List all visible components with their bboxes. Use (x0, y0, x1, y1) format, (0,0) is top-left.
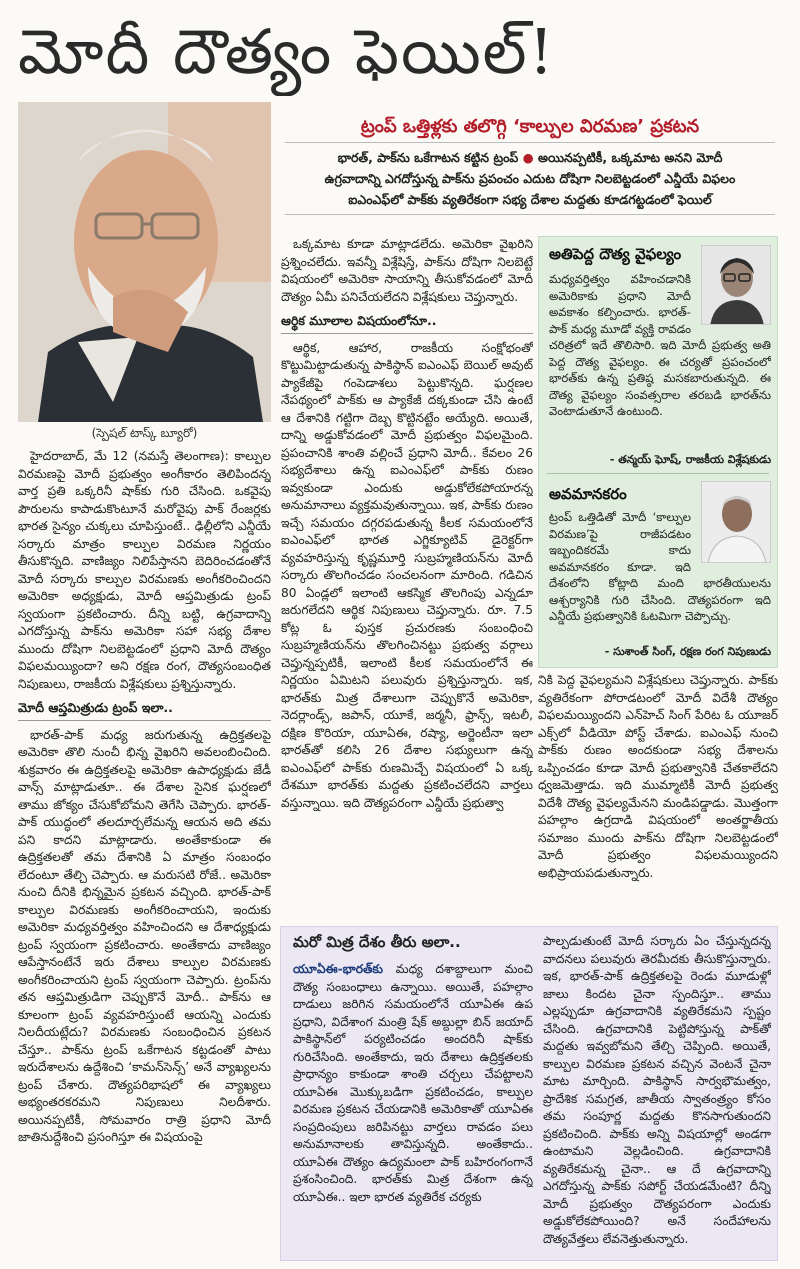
box-paragraph: పాల్పడుతుంటే మోదీ సర్కారు ఏం చేస్తున్నదన్న వాదనలు పలువురు తెరమీదకు తీసుకొస్తున్నారు. ఇక, భారత్-పాక్ ఉద్రిక్తతలపై రెండు మూడుళ్లో జాలు కిందట చైనా స్పందిస్తూ.. తాము ఎల్లప్పుడూ ఉగ్రవాదానికి వ్యతిరేకమని స్పష్టం చేసింది. ఉగ్రవాదానికి పెట్టిపోస్తున్న పాక్‌తో మద్దతు ఇవ్వబోమని తేల్చి చెప్పింది. అయితే, కాల్పుల విరమణ ప్రకటన వచ్చిన వెంటనే చైనా మాట మార్చింది. పాకిస్థాన్ సార్వభౌమత్వం, ప్రాదేశిక సమగ్రత, జాతీయ స్వాతంత్ర్యం కోసం తమ సంపూర్ణ మద్దతు కొనసాగుతుందని ప్రకటించింది. పాక్‌కు అన్ని విషయాల్లో అండగా ఉంటామని వెల్లడించింది. ఉగ్రవాదానికి వ్యతిరేకమన్న చైనా.. ఆ దే ఉగ్రవాదాన్ని ఎగదోస్తున్న పాక్‌కు సపోర్ట్ చేయడమేంటి? దీన్ని మోదీ ప్రభుత్వం దౌత్యపరంగా ఎందుకు అడ్డుకోలేకపోయింది? అనే సందేహాలను దౌత్యవేత్తలు లేవనెత్తుతున్నారు. (543, 934, 771, 1246)
sidebar-quote-1-text: మధ్యవర్తిత్వం వహించడానికి అమెరికాకు ప్రధాని మోదీ అవకాశం కల్పించారు. భారత్-పాక్ మధ్య మూడో వ్యక్తి రావడం చరిత్రలో ఇదే తొలిసారి. ఇది మోదీ ప్రభుత్వ అతి పెద్ద దౌత్య వైఫల్యం. ఈ చర్యతో ప్రపంచంలో భారత్‌కు ఉన్న ప్రతిష్ఠ మసకబారుతున్నది. ఈ దౌత్య వైఫల్యం సంవత్సరాల తరబడి భారత్‌ను వెంటాడుతూనే ఉంటుంది. (549, 272, 771, 418)
paragraph: ఒక్కమాట కూడా మాట్లాడలేదు. అమెరికా వైఖరిని ప్రశ్నించలేదు. ఇవన్నీ విశ్లేషిస్తే, పాక్‌ను దోషిగా నిలబెట్టే విషయంలో అమెరికా సాయాన్ని తీసుకోవడంలో మోదీ దౌత్యం ఏమీ పనిచేయలేదని విశ్లేషకులు చెప్తున్నారు. (281, 237, 533, 304)
sidebar-credit-2: - సుశాంత్ సింగ్, రక్షణ రంగ నిపుణుడు (604, 645, 771, 658)
article-column-2 (281, 236, 533, 921)
sidebar-credit-1: - తన్మయ్ ఘోష్, రాజకీయ విశ్లేషకుడు (609, 453, 771, 466)
sidebar-title-2: అవమానకరం (549, 485, 627, 503)
subheading: ఆర్థిక మూలాల విషయంలోనూ.. (281, 312, 533, 334)
deck-line-1 (285, 150, 775, 169)
expert-quotes-sidebar (538, 236, 778, 668)
modi-photo (18, 102, 271, 422)
photo-caption: (స్పెషల్ టాస్క్ బ్యూరో) (91, 426, 198, 440)
box-title: మరో మిత్ర దేశం తీరు అలా.. (293, 933, 461, 951)
deck-divider (285, 142, 775, 143)
sidebar-quote-2-text: ట్రంప్ ఒత్తిడితో మోదీ ‘కాల్పుల విరమణ’పై రాజీపడటం ఇబ్బందికరమే కాదు అవమానకరం కూడా. ఇది దేశంలోని కోట్లాది మంది భారతీయులను ఆశ్చర్యానికి గురి చేసింది. దౌత్యపరంగా ఇది ఎన్డీయే ప్రభుత్వానికి ఓటమిగా చెప్పొచ్చు. (549, 510, 771, 623)
box-column-2 (543, 933, 771, 1257)
paragraph: హైదరాబాద్, మే 12 (నమస్తే తెలంగాణ): కాల్పుల విరమణపై మోదీ ప్రభుత్వం అంగీకారం తెలిపిందన్న వార్త ప్రతి ఒక్కరినీ షాక్‌కు గురి చేసింది. ఒకవైపు పౌరులను కాపాడుకొంటూనే మరోవైపు పాక్ రేంజర్లకు భారత సైన్యం చుక్కలు చూపిస్తుంటే.. ఢిల్లీలోని ఎన్డీయే సర్కారు మాత్రం కాల్పుల విరమణ నిర్ణయం తీసుకొన్నది. వాణిజ్యం నిలిపేస్తానని బెదిరించడంతోనే మోదీ సర్కారు కాల్పుల విరమణకు అంగీకరించిందని అమెరికా అధ్యక్షుడు, మోదీ ఆప్తమిత్రుడు ట్రంప్ స్వయంగా ప్రకటించారు. దీన్ని బట్టి, ఉగ్రవాదాన్ని ఎగదోస్తున్న పాక్‌ను అమెరికా సహా సభ్య దేశాల ముందు దోషిగా నిలబెట్టడంలో ప్రధాని మోదీ దౌత్యం విఫలమయ్యిందా? అని రక్షణ రంగ, దౌత్యసంబంధిత నిపుణులు, రాజకీయ విశ్లేషకులు ప్రశ్నిస్తున్నారు. (18, 449, 271, 691)
article-column-1 (18, 448, 271, 1263)
sidebar-quote-2 (549, 509, 771, 639)
uae-china-box (280, 926, 778, 1261)
sidebar-quote-1 (549, 271, 771, 447)
subheading: మోదీ ఆప్తమిత్రుడు ట్రంప్ ఇలా.. (18, 699, 271, 721)
deck-line-3: ఐఎంఎఫ్‌లో పాక్‌కు వ్యతిరేకంగా సభ్య దేశాల మద్దతు కూడగట్టడంలో ఫెయిల్ (348, 192, 712, 207)
box-lead: యూఏఈ-భారత్‌కు (293, 962, 384, 976)
box-paragraph: మధ్య దశాబ్దాలుగా మంచి దౌత్య సంబంధాలు ఉన్నాయి. అయితే, పహల్గాం దాడులు జరిగిన సమయంలోనే యూఏఈ ఉప ప్రధాని, విదేశాంగ మంత్రి షేక్ అబ్దుల్లా బిన్ జయాద్ పాకిస్థాన్‌లో పర్యటించడం అందరినీ షాక్‌కు గురిచేసింది. అంతేకాదు, ఇరు దేశాలు ఉద్రిక్తతలకు ప్రాధాన్యం కాకుండా శాంతి చర్చలు చేపట్టాలని యూఏఈ మొక్కుబడిగా ప్రకటించడం, కాల్పుల విరమణ ప్రకటన చేయడానికి అమెరికాతో యూఏఈ సంప్రదింపులు జరిపినట్టు వార్తలు రావడం పలు అనుమానాలకు తావిస్తున్నది. అంతేకాదు.. యూఏఈ దౌత్యం ఉద్యమంలా పాక్ బహిరంగంగానే ప్రశంసించింది. భారత్‌కు మిత్ర దేశంగా ఉన్న యూఏఈ.. ఇలా భారత వ్యతిరేక చర్యకు (293, 962, 533, 1204)
paragraph: ఆర్థిక, ఆహార, రాజకీయ సంక్షోభంతో కొట్టుమిట్టాడుతున్న పాకిస్థాన్ ఐఎంఎఫ్ బెయిల్ అవుట్ ప్యాకేజీపై గంపెడాశలు పెట్టుకొన్నది. ఘర్షణల నేపథ్యంలో పాక్‌కు ఆ ప్యాకేజీ దక్కకుండా చేసి ఉంటే ఆ దేశానికి గట్టిగా దెబ్బ కొట్టినట్టేం అయ్యేది. అయితే, దాన్ని అడ్డుకోవడంలో మోదీ ప్రభుత్వం విఫలమైంది. ప్రపంచానికి శాంతి వల్లించే ప్రధాని మోదీ.. కేవలం 26 సభ్యదేశాలు ఉన్న ఐఎంఎఫ్‌లో పాక్‌కు రుణం ఇవ్వకుండా ఎందుకు అడ్డుకోలేకపోయారన్న అనుమానాలు వ్యక్తమవుతున్నాయి. ఇక, పాక్‌కు రుణం ఇచ్చే సమయం దగ్గరపడుతున్న కీలక సమయంలోనే ఐఎంఎఫ్‌లో భారత ఎగ్జిక్యూటివ్ డైరెక్టర్‌గా వ్యవహరిస్తున్న కృష్ణమూర్తి సుబ్రహ్మణియన్‌ను మోదీ సర్కారు తొలగించడం సంచలనంగా మారింది. గడిచిన 80 ఏండ్లలో ఇలాంటి ఆకస్మిక తొలగింపు ఎన్నడూ జరుగలేదని ఆర్థిక నిపుణులు చెప్తున్నారు. రూ. 7.5 కోట్ల ఓ పుస్తక ప్రచురణకు సంబంధించి సుబ్రహ్మణియన్‌ను తొలగించినట్టు ప్రభుత్వ వర్గాలు చెప్తున్నప్పటికీ, ఇలాంటి కీలక సమయంలోనే ఈ నిర్ణయం ఏమిటని పలువురు ప్రశ్నిస్తున్నారు. ఇక, భారత్‌కు మిత్ర దేశాలుగా చెప్పుకొనే అమెరికా, నెదర్లాండ్స్, జపాన్, యూకే, జర్మనీ, ఫ్రాన్స్, ఇటలీ, దక్షిణ కొరియా, యూఏఈ, రష్యా, అర్జెంటీనా ఇలా భారత్‌తో కలిసి 26 దేశాల సభ్యులుగా ఉన్న ఐఎంఎఫ్‌లో పాక్‌కు రుణమిచ్చే విషయంలో ఏ ఒక్క దేశమూ భారత్‌కు మద్దతు ప్రకటించలేదని వార్తలు వస్తున్నాయి. ఇది దౌత్యపరంగా ఎన్డీయే ప్రభుత్వా (281, 340, 533, 810)
sidebar-divider (547, 473, 769, 474)
deck-divider (285, 214, 775, 215)
portrait-illustration (18, 102, 271, 422)
sidebar-title-1: అతిపెద్ద దౌత్య వైఫల్యం (549, 245, 682, 263)
bullet-icon: ● (522, 150, 538, 165)
deck-line-1a: భారత్, పాక్‌ను ఒకేగాటన కట్టిన ట్రంప్ (337, 150, 519, 165)
photo-spacer (691, 509, 771, 563)
paragraph: నికి పెద్ద వైఫల్యమని విశ్లేషకులు చెప్తున్నారు. పాక్‌కు వ్యతిరేకంగా పోరాడటంలో మోదీ విదేశీ దౌత్యం విఫలమయ్యిందని ఎన్‌హెచ్ సింగ్ పేరిట ఓ యూజర్ ఎక్స్‌లో వీడియో పోస్ట్ చేశాడు. ఐఎంఎఫ్ నుంచి పాక్‌కు రుణం అందకుండా సభ్య దేశాలను ఒప్పించడం కూడా మోదీ ప్రభుత్వానికి చేతకాలేదని ధ్వజమెత్తాడు. ఇది ముమ్మాటికీ మోదీ ప్రభుత్వ విదేశీ దౌత్య వైఫల్యమేనని మండిపడ్డాడు. మొత్తంగా పహల్గాం ఉగ్రదాడి విషయంలో అంతర్జాతీయ సమాజం ముందు పాక్‌ను దోషిగా నిలబెట్టడంలో మోదీ ప్రభుత్వం విఫలమయ్యిందని అభిప్రాయపడుతున్నారు. (538, 673, 778, 880)
deck-line-1b: అయినప్పటికీ, ఒక్కమాట అనని మోదీ (537, 150, 723, 165)
box-column-1 (293, 961, 533, 1257)
paragraph: భారత్-పాక్ మధ్య జరుగుతున్న ఉద్రిక్తతలపై అమెరికా తొలి నుంచీ భిన్న వైఖరిని అవలంబించింది. శుక్రవారం ఈ ఉద్రిక్తతలపై అమెరికా ఉపాధ్యక్షుడు జేడీ వాన్స్ మాట్లాడుతూ.. ఈ దేశాల సైనిక ఘర్షణలో తాము జోక్యం చేసుకోబోమని తెగేసి చెప్పారు. భారత్-పాక్ యుద్ధంలో తలదూర్చలేమన్న ఆయన అది తమ పని కాదని మాట్లాడారు. అంతేకాకుండా ఈ ఉద్రిక్తతలతో తమ దేశానికి ఏ మాత్రం సంబంధం లేదంటూ తేల్చి చెప్పారు. ఆ మరుసటి రోజే.. అమెరికా నుంచి దీనికి భిన్నమైన ప్రకటన వచ్చింది. భారత్-పాక్ కాల్పుల విరమణకు అంగీకరించాయని, ఇందుకు అమెరికా మధ్యవర్తిత్వం వహించిందని ఆ దేశాధ్యక్షుడు ట్రంప్ స్వయంగా ప్రకటించారు. అంతేకాదు వాణిజ్యం ఆపేస్తానంటేనే ఇరు దేశాలు కాల్పుల విరమణకు అంగీకరించాయని ట్రంప్ స్వయంగా చెప్పారు. ట్రంప్‌ను తన ఆప్తమిత్రుడిగా చెప్పుకొనే మోదీ.. పాక్‌ను ఆ కూలంగా ట్రంప్ వ్యవహరిస్తుంటే ఆయన్ని ఎందుకు నిలదీయట్లేదు? విరమణకు సంబంధించిన ప్రకటన చేస్తూ.. పాక్‌ను ట్రంప్ ఒకేగాటన కట్టడంతో పాటు ఇరుదేశాలను ఉద్దేశించి ‘కామన్‌సెన్స్’ అనే వ్యాఖ్యలను ట్రంప్ చేశారు. దౌత్యపరిభాషలో ఈ వ్యాఖ్యలు అభ్యంతరకరమని నిపుణులు నిలదీశారు. అయినప్పటికీ, సోమవారం రాత్రి ప్రధాని మోదీ జాతినుద్దేశించి ప్రసంగిస్తూ ఈ విషయంపై (18, 727, 271, 1144)
photo-spacer (691, 271, 771, 329)
page-headline: మోదీ దౌత్యం ఫెయిల్! (18, 15, 556, 88)
article-column-3 (538, 672, 778, 922)
deck-line-2: ఉగ్రవాదాన్ని ఎగదోస్తున్న పాక్‌ను ప్రపంచం ఎదుట దోషిగా నిలబెట్టడంలో ఎన్డీయే విఫలం (324, 171, 736, 186)
deck-red-headline: ట్రంప్ ఒత్తిళ్లకు తలొగ్గి ‘కాల్పుల విరమణ’ ప్రకటన (360, 116, 700, 137)
